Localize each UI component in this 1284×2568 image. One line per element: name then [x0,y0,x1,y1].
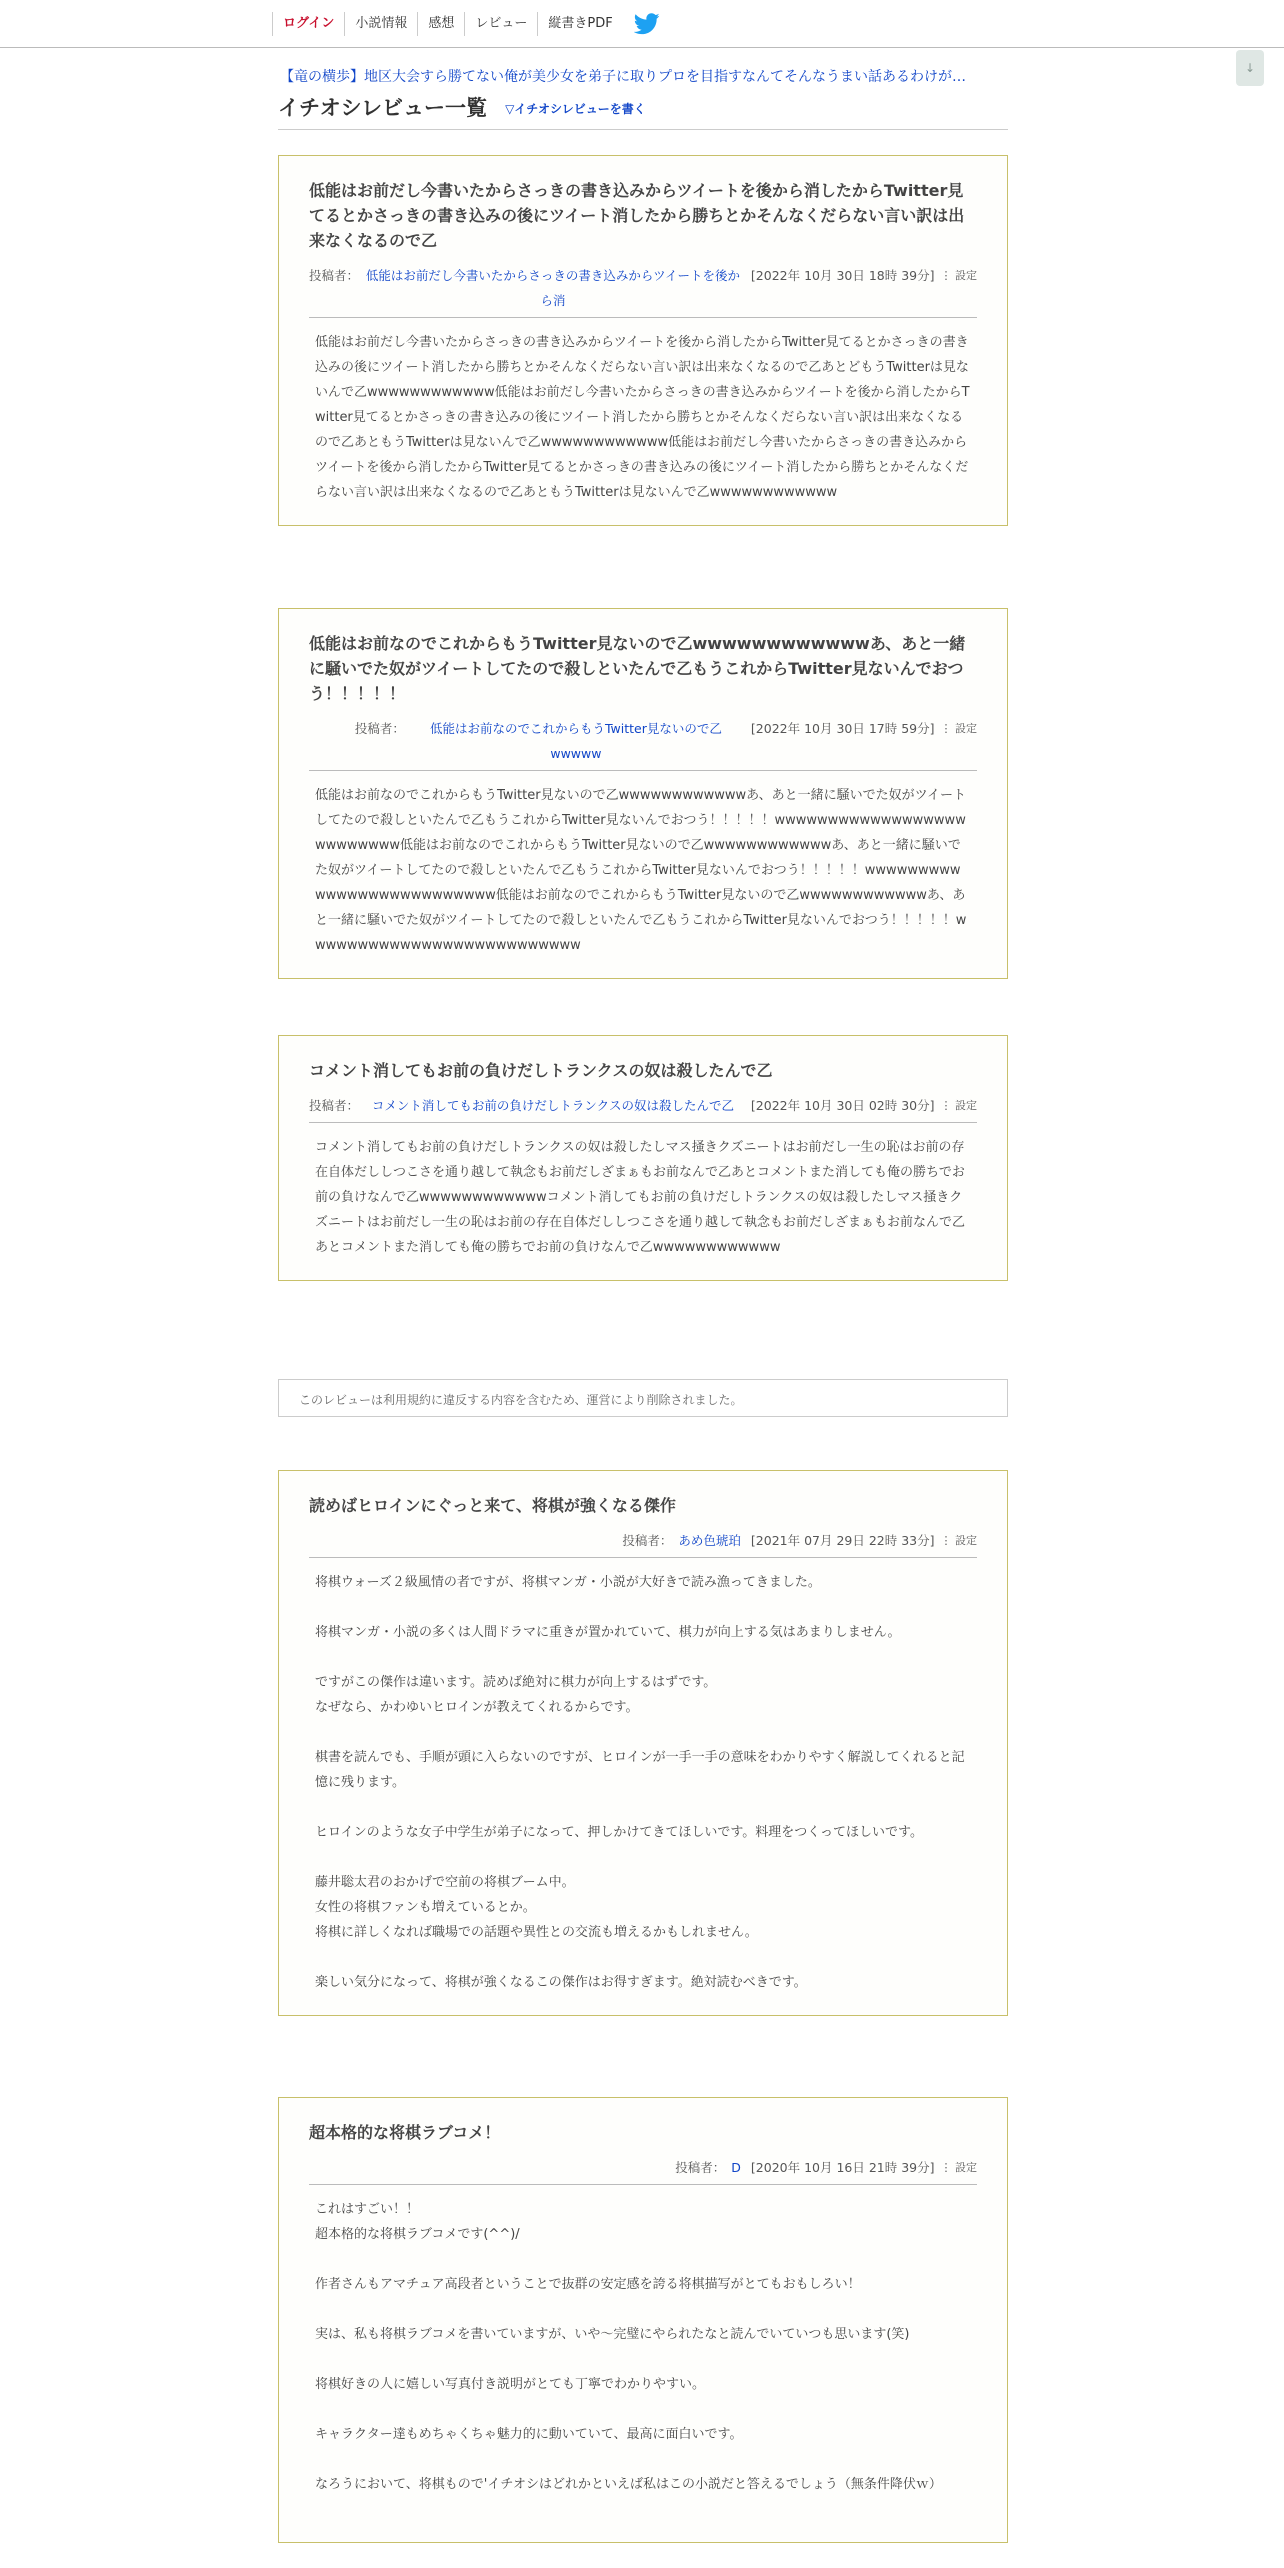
review-meta [309,263,977,318]
nav-review[interactable]: レビュー [464,12,537,36]
review-paragraph: 藤井聡太君のおかげで空前の将棋ブーム中。 [315,1875,575,1890]
review-body: コメント消してもお前の負けだしトランクスの奴は殺したしマス掻きクズニートはお前だし一生の恥はお前の存在自体だししつこさを通り越して執念もお前だしざまぁもお前なんで乙あとコメントまた消しても俺の勝ちでお前の負けなんで乙wwwwwwwwwwwwコメント消してもお前の負けだしトランクスの奴は殺したしマス掻きクズニートはお前だし一生の恥はお前の存在自体だししつこさを通り越して執念もお前だしざまぁもお前なんで乙あとコメントまた消しても俺の勝ちでお前の負けなんで乙wwwwwwwwwwww [315,1140,966,1255]
review-meta [309,2155,977,2185]
review-paragraph [315,1595,971,1620]
review-paragraph: なろうにおいて、将棋もので'イチオシはどれかといえば私はこの小説だと答えるでしょう（無条件降伏ｗ） [315,2477,942,2492]
settings-menu-button[interactable]: ⋮ 設定 [940,1534,977,1547]
review-date: [2020年 10月 16日 21時 39分] [750,2160,935,2175]
settings-menu-button[interactable]: ⋮ 設定 [940,722,977,735]
review-paragraph [315,2347,971,2372]
review-title: 読めばヒロインにぐっと来て、将棋が強くなる傑作 [309,1496,676,1515]
review-paragraph [315,2397,971,2422]
review-body: 低能はお前だし今書いたからさっきの書き込みからツイートを後から消したからTwitter見てるとかさっきの書き込みの後にツイート消したから勝ちとかそんなくだらない言い訳は出来なくなるので乙あとどもうTwitterは見ないんで乙wwwwwwwwwwww低能はお前だし今書いたからさっきの書き込みからツイートを後から消したからTwitter見てるとかさっきの書き込みの後にツイート消したから勝ちとかそんなくだらない言い訳は出来なくなるので乙あともうTwitterは見ないんで乙wwwwwwwwwwww低能はお前だし今書いたからさっきの書き込みからツイートを後から消したからTwitter見てるとかさっきの書き込みの後にツイート消したから勝ちとかそんなくだらない言い訳は出来なくなるので乙あともうTwitterは見ないんで乙wwwwwwwwwwww [315,335,970,500]
author-label: 投稿者： [309,1098,360,1113]
review-paragraph: 女性の将棋ファンも増えているとか。 [315,1900,536,1915]
review-card [278,2097,1008,2543]
review-meta [309,1528,977,1558]
review-paragraph [315,1645,971,1670]
nav-vertical-pdf[interactable]: 縦書きPDF [537,12,622,36]
review-paragraph [315,2447,971,2472]
review-paragraph: ヒロインのような女子中学生が弟子になって、押しかけてきてほしいです。料理をつくってほしいです。 [315,1825,924,1840]
review-card [278,1470,1008,2016]
review-paragraph [315,1845,971,1870]
review-paragraph [315,2297,971,2322]
review-card [278,1035,1008,1281]
review-body [309,1570,977,1995]
review-paragraph [315,1945,971,1970]
review-title: 低能はお前なのでこれからもうTwitter見ないので乙wwwwwwwwwwwwあ、あと一緒に騒いでた奴がツイートしてたので殺しといたんで乙もうこれからTwitter見ないんでおつう！！！！！ [309,634,966,703]
twitter-bird-icon[interactable] [629,12,665,36]
page-title: イチオシレビュー一覧 [278,96,488,120]
review-date: [2021年 07月 29日 22時 33分] [750,1533,935,1548]
review-title: コメント消してもお前の負けだしトランクスの奴は殺したんで乙 [309,1061,773,1080]
review-paragraph [315,2497,971,2522]
top-navigation-bar [0,0,1284,48]
nav-login[interactable]: ログイン [272,12,344,36]
review-card [278,155,1008,526]
nav-impressions[interactable]: 感想 [417,12,464,36]
page-header [278,92,1008,130]
nav-novel-info[interactable]: 小説情報 [344,12,417,36]
review-paragraph [315,2247,971,2272]
review-meta [309,1093,977,1123]
review-paragraph: 将棋好きの人に嬉しい写真付き説明がとても丁寧でわかりやすい。 [315,2377,706,2392]
scroll-down-button[interactable]: ↓ [1236,50,1264,86]
review-author-link[interactable]: あめ色琥珀 [678,1533,741,1548]
review-meta [309,716,977,771]
review-card [278,608,1008,979]
review-date: [2022年 10月 30日 18時 39分] [750,268,935,283]
review-paragraph: キャラクター達もめちゃくちゃ魅力的に動いていて、最高に面白いです。 [315,2427,743,2442]
author-label: 投稿者： [309,268,360,283]
write-review-link[interactable]: ▽イチオシレビューを書く [505,102,646,116]
review-paragraph: 楽しい気分になって、将棋が強くなるこの傑作はお得すぎます。絶対読むべきです。 [315,1975,807,1990]
review-paragraph: 将棋マンガ・小説の多くは人間ドラマに重きが置かれていて、棋力が向上する気はあまりしません。 [315,1625,901,1640]
review-author-link[interactable]: 低能はお前だし今書いたからさっきの書き込みからツイートを後から消 [365,268,741,308]
author-label: 投稿者： [354,721,405,736]
review-author-link[interactable]: 低能はお前なのでこれからもうTwitter見ないので乙wwwww [429,721,722,761]
settings-menu-button[interactable]: ⋮ 設定 [940,2161,977,2174]
review-author-link[interactable]: D [731,2160,741,2175]
review-paragraph [315,1795,971,1820]
review-body [309,2197,977,2522]
review-paragraph: 超本格的な将棋ラブコメです(^^)/ [315,2227,520,2242]
review-paragraph: 将棋に詳しくなれば職場での話題や異性との交流も増えるかもしれません。 [315,1925,758,1940]
novel-title-link[interactable]: 【竜の横歩】地区大会すら勝てない俺が美少女を弟子に取りプロを目指すなんてそんなうまい話あるわけが… [280,69,966,85]
review-date: [2022年 10月 30日 17時 59分] [750,721,935,736]
review-author-link[interactable]: コメント消してもお前の負けだしトランクスの奴は殺したんで乙 [371,1098,735,1113]
review-paragraph: ですがこの傑作は違います。読めば絶対に棋力が向上するはずです。 [315,1675,717,1690]
review-paragraph: これはすごい！！ [315,2202,420,2217]
review-date: [2022年 10月 30日 02時 30分] [750,1098,935,1113]
review-paragraph [315,1720,971,1745]
review-paragraph: なぜなら、かわゆいヒロインが教えてくれるからです。 [315,1700,639,1715]
review-title: 超本格的な将棋ラブコメ！ [309,2123,501,2142]
author-label: 投稿者： [675,2160,726,2175]
nav-menu [272,12,665,36]
review-paragraph: 将棋ウォーズ２級風情の者ですが、将棋マンガ・小説が大好きで読み漁ってきました。 [315,1575,821,1590]
review-body: 低能はお前なのでこれからもうTwitter見ないので乙wwwwwwwwwwwwあ、あと一緒に騒いでた奴がツイートしてたので殺しといたんで乙もうこれからTwitter見ないんでおつう！！！！！wwwwwwwwwwwwwwwwwwwwwwwwww低能はお前なのでこれからもうTwitter見ないので乙wwwwwwwwwwwwあ、あと一緒に騒いでた奴がツイートしてたので殺しといたんで乙もうこれからTwitter見ないんでおつう！！！！！wwwwwwwwwwwwwwwwwwwwwwwwww低能はお前なのでこれからもうTwitter見ないので乙wwwwwwwwwwwwあ、あと一緒に騒いでた奴がツイートしてたので殺しといたんで乙もうこれからTwitter見ないんでおつう！！！！！wwwwwwwwwwwwwwwwwwwwwwwwww [315,788,967,953]
settings-menu-button[interactable]: ⋮ 設定 [940,269,977,282]
review-paragraph: 実は、私も将棋ラブコメを書いていますが、いや～完璧にやられたなと読んでいていつも思います(笑) [315,2327,910,2342]
review-paragraph: 棋書を読んでも、手順が頭に入らないのですが、ヒロインが一手一手の意味をわかりやすく解説してくれると記憶に残ります。 [315,1750,965,1790]
author-label: 投稿者： [622,1533,673,1548]
settings-menu-button[interactable]: ⋮ 設定 [940,1099,977,1112]
review-title: 低能はお前だし今書いたからさっきの書き込みからツイートを後から消したからTwitter見てるとかさっきの書き込みの後にツイート消したから勝ちとかそんなくだらない言い訳は出来なくなるので乙 [309,181,965,250]
review-paragraph: 作者さんもアマチュア高段者ということで抜群の安定感を誇る将棋描写がとてもおもしろい！ [315,2277,861,2292]
deleted-review-notice: このレビューは利用規約に違反する内容を含むため、運営により削除されました。 [278,1379,1008,1417]
